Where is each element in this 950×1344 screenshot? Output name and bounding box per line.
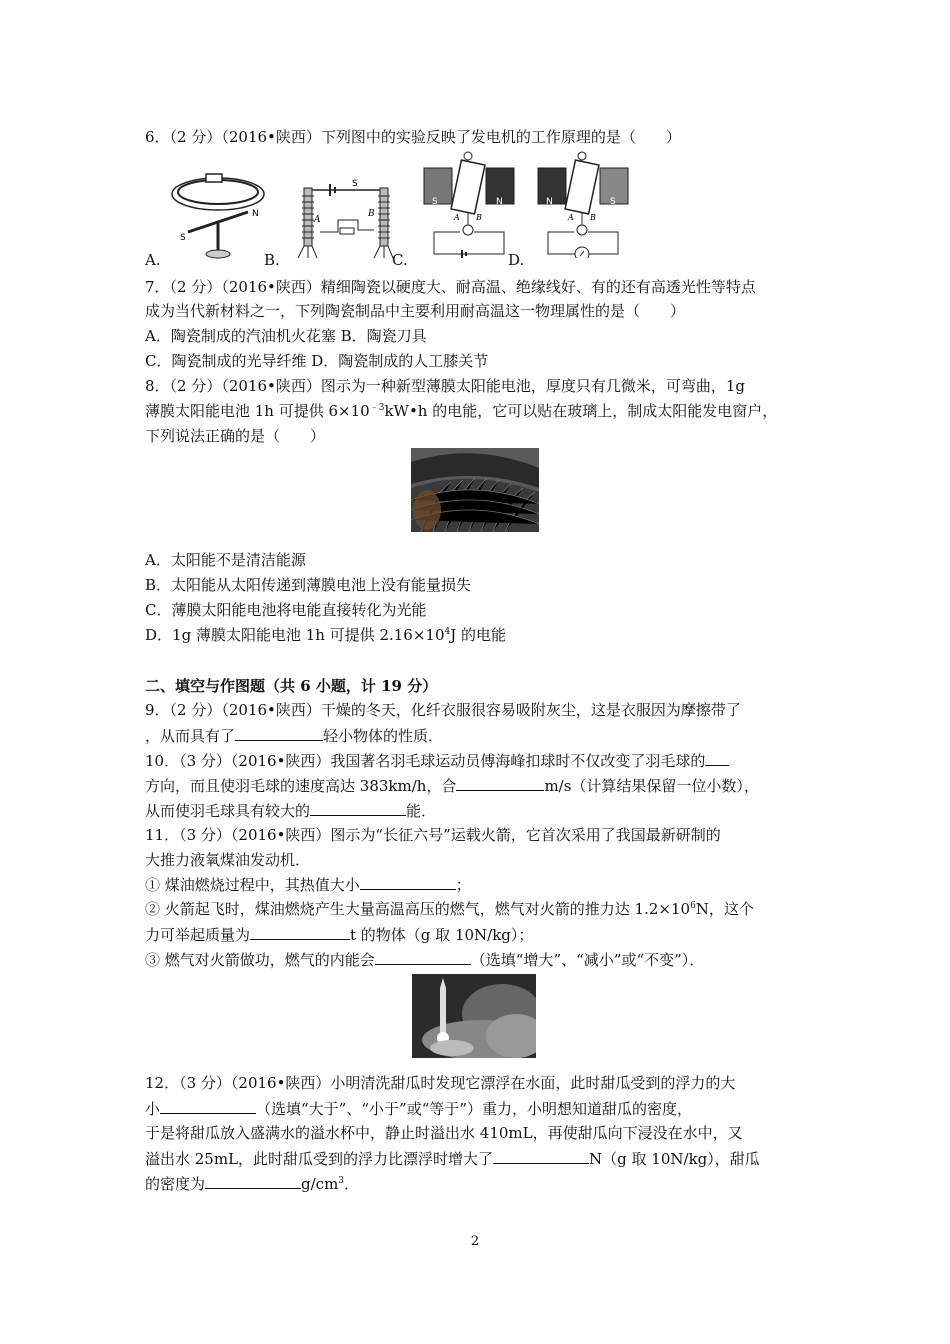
q12-line-3: 于是将甜瓜放入盛满水的溢水杯中，静止时溢出水 410mL，再使甜瓜向下浸没在水中，又 [145, 1124, 743, 1142]
q6-option-c: C. [392, 251, 408, 269]
q7-options-cd: C．陶瓷制成的光导纤维 D．陶瓷制成的人工膝关节 [145, 352, 489, 370]
q6-fig-d-b: B [590, 213, 596, 222]
q6-figure-a-compass [168, 160, 268, 260]
q11-answer-blank-2[interactable] [250, 924, 350, 940]
q10-answer-blank-1[interactable] [705, 750, 729, 766]
q6-fig-d-s: S [610, 197, 616, 207]
q6-option-a: A. [145, 251, 161, 269]
q8-line-1: 8．（2 分）（2016•陕西）图示为一种新型薄膜太阳能电池，厚度只有几微米，可弯曲，1g [145, 377, 746, 395]
q12-answer-blank-3[interactable] [205, 1173, 301, 1189]
q6-stem: 6．（2 分）（2016•陕西）下列图中的实验反映了发电机的工作原理的是（ ） [145, 128, 681, 146]
q12-answer-blank-1[interactable] [160, 1098, 256, 1114]
q6-fig-d-n: N [546, 197, 553, 207]
q7-line-1: 7．（2 分）（2016•陕西）精细陶瓷以硬度大、耐高温、绝缘线好、有的还有高透光性等特点 [145, 278, 756, 296]
q8-line-2: 薄膜太阳能电池 1h 可提供 $6\times 10^{﹣3}kW•h$ 的电能，它可以贴在玻璃上，制成太阳能发电窗户， [145, 402, 778, 420]
section-2-title: 二、填空与作图题（共 6 小题，计 19 分） [145, 677, 438, 695]
q12-line-1: 12．（3 分）（2016•陕西）小明清洗甜瓜时发现它漂浮在水面，此时甜瓜受到的浮力的大 [145, 1074, 736, 1092]
q6-fig-c-s: S [432, 197, 438, 207]
q6-fig-a-n: N [252, 209, 259, 219]
q7-line-2: 成为当代新材料之一，下列陶瓷制品中主要利用耐高温这一物理属性的是（ ） [145, 302, 686, 320]
q6-figure-c-magnets-battery [420, 150, 520, 258]
q12-line-5: 的密度为 $g/cm^3$． [145, 1175, 360, 1193]
q6-fig-c-n: N [496, 197, 503, 207]
q8-thin-film-solar-cell-photo [411, 448, 539, 532]
q8-option-d: D．1g 薄膜太阳能电池 1h 可提供 $2.16\times 10^4J$ 的电能 [145, 626, 507, 644]
q10-answer-blank-3[interactable] [310, 800, 406, 816]
q8-option-a: A．太阳能不是清洁能源 [145, 551, 306, 569]
q11-long-march-rocket-photo [412, 974, 536, 1058]
q10-line-2: 方向，而且使羽毛球的速度高达 383km/h，合 m/s（计算结果保留一位小数）， [145, 777, 759, 795]
q8-line-3: 下列说法正确的是（ ） [145, 427, 326, 445]
q10-line-1: 10．（3 分）（2016•陕西）我国著名羽毛球运动员傅海峰扣球时不仅改变了羽毛球的 [145, 750, 729, 771]
q6-figure-d-magnets-meter [534, 150, 634, 258]
q10-answer-blank-2[interactable] [456, 775, 544, 791]
q11-answer-blank-1[interactable] [360, 874, 456, 890]
q8-option-b: B．太阳能从太阳传递到薄膜电池上没有能量损失 [145, 576, 472, 594]
q6-fig-c-a: A [454, 213, 460, 222]
q7-options-ab: A．陶瓷制成的汽油机火花塞 B．陶瓷刀具 [145, 327, 427, 345]
q6-option-b: B. [264, 251, 280, 269]
q9-line-2: ，从而具有了 轻小物体的性质． [145, 727, 444, 745]
q11-line-3: ① 煤油燃烧过程中，其热值大小 ； [145, 876, 471, 894]
q6-option-d: D. [508, 251, 525, 269]
q6-fig-b-s: S [352, 179, 358, 189]
q9-answer-blank[interactable] [235, 725, 323, 741]
q11-line-4: ② 火箭起飞时，煤油燃烧产生大量高温高压的燃气，燃气对火箭的推力达 $1.2\times 10^6N$，这个 [145, 900, 754, 918]
q8-option-c: C．薄膜太阳能电池将电能直接转化为光能 [145, 601, 427, 619]
q11-line-6: ③ 燃气对火箭做功，燃气的内能会 （选填“增大”、“减小”或“不变”）． [145, 951, 705, 969]
q6-fig-a-s: S [180, 233, 186, 243]
page-number: 2 [470, 1234, 480, 1249]
q11-line-2: 大推力液氧煤油发动机． [145, 851, 311, 869]
q11-line-5: 力可举起质量为 t 的物体（g 取 10N/kg）； [145, 926, 534, 944]
q6-fig-d-a: A [568, 213, 574, 222]
q6-figure-b-electromagnets [290, 176, 400, 260]
q6-fig-b-a: A [314, 215, 321, 225]
q6-fig-b-b: B [368, 209, 375, 219]
q6-fig-c-b: B [476, 213, 482, 222]
q12-line-4: 溢出水 25mL，此时甜瓜受到的浮力比漂浮时增大了 N（g 取 10N/kg），甜瓜 [145, 1150, 760, 1168]
q12-line-2: 小 （选填“大于”、“小于”或“等于”）重力，小明想知道甜瓜的密度， [145, 1100, 693, 1118]
q11-line-1: 11．（3 分）（2016•陕西）图示为“长征六号”运载火箭，它首次采用了我国最新研制的 [145, 826, 721, 844]
q11-answer-blank-3[interactable] [375, 949, 471, 965]
q9-line-1: 9．（2 分）（2016•陕西）干燥的冬天，化纤衣服很容易吸附灰尘，这是衣服因为摩擦带了 [145, 701, 741, 719]
q12-answer-blank-2[interactable] [493, 1148, 589, 1164]
q10-line-3: 从而使羽毛球具有较大的 能． [145, 802, 437, 820]
